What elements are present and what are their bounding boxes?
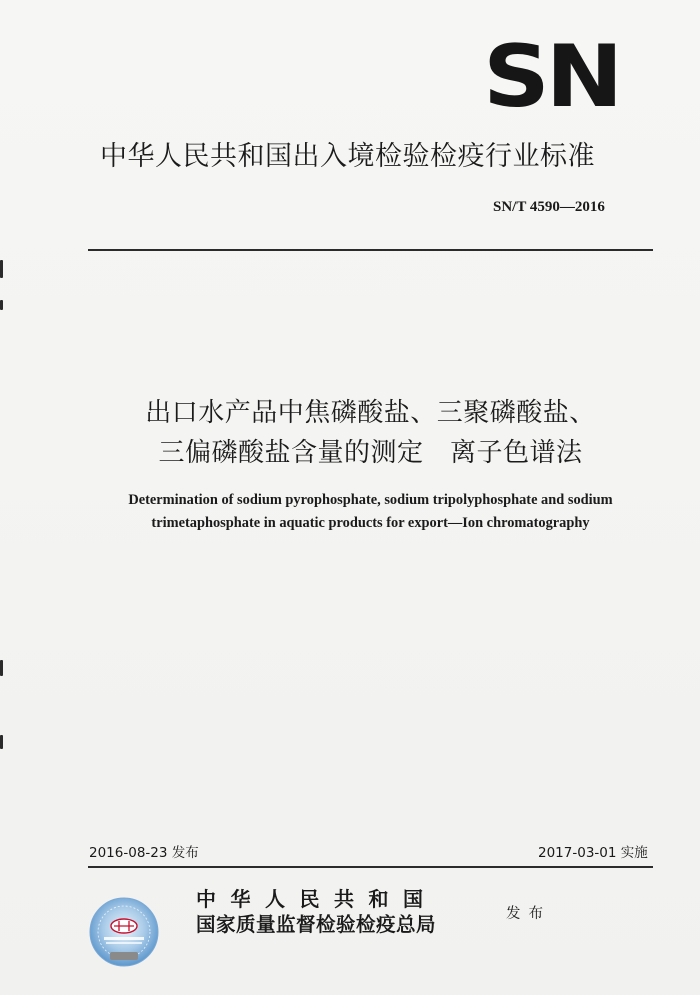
- issue-date: 2016-08-23 发布: [89, 845, 199, 861]
- scan-edge-mark: [0, 260, 3, 278]
- anti-counterfeit-seal-icon: [88, 896, 160, 968]
- issue-action: 发布: [506, 906, 551, 922]
- title-english-line-1: Determination of sodium pyrophosphate, sodium tripolyphosphate and sodium: [128, 492, 613, 508]
- title-english-line-2: trimetaphosphate in aquatic products for export—Ion chromatography: [151, 515, 590, 531]
- title-chinese-line-2: 三偏磷酸盐含量的测定 离子色谱法: [158, 438, 583, 468]
- scan-edge-mark: [0, 735, 3, 749]
- standard-category: 中华人民共和国出入境检验检疫行业标准: [100, 141, 595, 172]
- title-chinese-line-1: 出口水产品中焦磷酸盐、三聚磷酸盐、: [145, 398, 596, 428]
- issuer-line-1: 中华人民共和国: [196, 887, 438, 911]
- anti-counterfeit-label: [88, 896, 160, 968]
- issuer-line-2: 国家质量监督检验检疫总局: [196, 913, 437, 936]
- scan-edge-mark: [0, 300, 3, 310]
- sn-logo: SN: [483, 27, 619, 127]
- top-divider: [88, 249, 653, 251]
- implementation-date: 2017-03-01 实施: [538, 845, 648, 861]
- scan-edge-mark: [0, 660, 3, 676]
- bottom-divider: [88, 866, 653, 868]
- standard-number: SN/T 4590—2016: [493, 199, 605, 215]
